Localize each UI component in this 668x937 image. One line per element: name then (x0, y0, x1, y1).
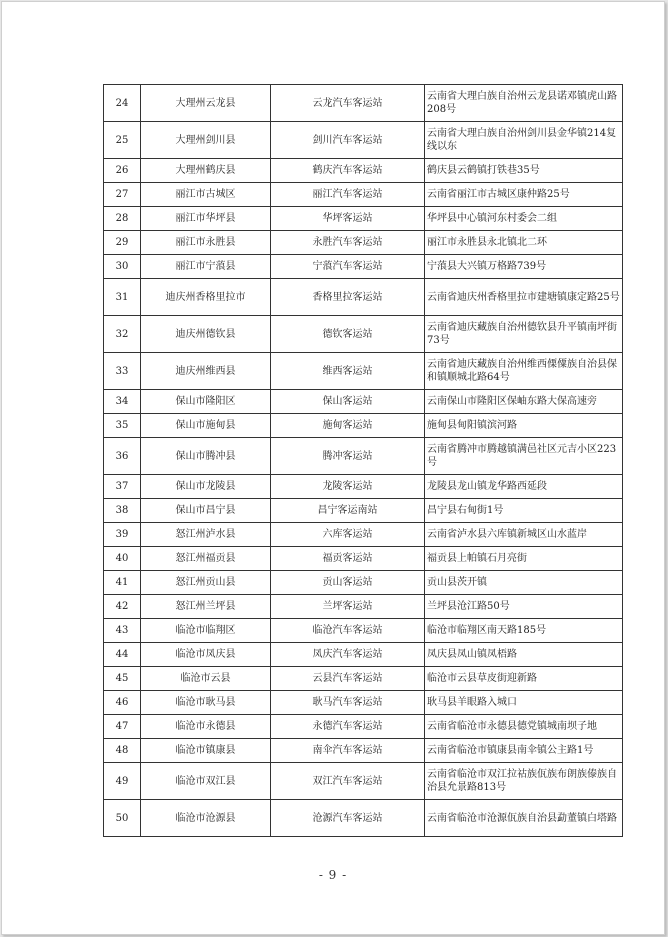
station-name-cell: 宁蒗汽车客运站 (271, 255, 425, 279)
table-row (104, 643, 623, 667)
table-row (104, 207, 623, 231)
region-cell: 临沧市云县 (141, 667, 271, 691)
table-row (104, 414, 623, 438)
station-name-cell: 昌宁客运南站 (271, 499, 425, 523)
row-number: 37 (104, 475, 141, 499)
row-number: 41 (104, 571, 141, 595)
address-cell: 云南省泸水县六库镇新城区山水蓝岸 (425, 523, 623, 547)
address-cell: 云南省大理白族自治州云龙县诺邓镇虎山路208号 (425, 85, 623, 122)
address-cell: 云南省迪庆藏族自治州维西傈僳族自治县保和镇顺城北路64号 (425, 353, 623, 390)
address-cell: 鹤庆县云鹤镇打铁巷35号 (425, 159, 623, 183)
region-cell: 怒江州贡山县 (141, 571, 271, 595)
row-number: 30 (104, 255, 141, 279)
table-row (104, 691, 623, 715)
region-cell: 大理州鹤庆县 (141, 159, 271, 183)
row-number: 47 (104, 715, 141, 739)
station-name-cell: 维西客运站 (271, 353, 425, 390)
address-cell: 临沧市云县草皮街迎新路 (425, 667, 623, 691)
row-number: 39 (104, 523, 141, 547)
row-number: 50 (104, 800, 141, 837)
table-row (104, 475, 623, 499)
region-cell: 大理州剑川县 (141, 122, 271, 159)
table-row (104, 763, 623, 800)
table-row (104, 800, 623, 837)
address-cell: 云南保山市隆阳区保岫东路大保高速旁 (425, 390, 623, 414)
table-row (104, 183, 623, 207)
region-cell: 丽江市古城区 (141, 183, 271, 207)
table-row (104, 715, 623, 739)
row-number: 45 (104, 667, 141, 691)
region-cell: 临沧市永德县 (141, 715, 271, 739)
table-row (104, 523, 623, 547)
station-name-cell: 龙陵客运站 (271, 475, 425, 499)
row-number: 31 (104, 279, 141, 316)
station-name-cell: 永德汽车客运站 (271, 715, 425, 739)
station-name-cell: 云县汽车客运站 (271, 667, 425, 691)
table-row (104, 85, 623, 122)
region-cell: 丽江市永胜县 (141, 231, 271, 255)
row-number: 36 (104, 438, 141, 475)
address-cell: 昌宁县右甸街1号 (425, 499, 623, 523)
station-name-cell: 贡山客运站 (271, 571, 425, 595)
address-cell: 凤庆县凤山镇凤梧路 (425, 643, 623, 667)
region-cell: 保山市昌宁县 (141, 499, 271, 523)
region-cell: 临沧市镇康县 (141, 739, 271, 763)
address-cell: 贡山县茨开镇 (425, 571, 623, 595)
address-cell: 云南省临沧市沧源佤族自治县勐董镇白塔路 (425, 800, 623, 837)
address-cell: 耿马县羊眼路入城口 (425, 691, 623, 715)
region-cell: 迪庆州香格里拉市 (141, 279, 271, 316)
page-number: - 9 - (318, 868, 348, 882)
table-row (104, 438, 623, 475)
station-name-cell: 临沧汽车客运站 (271, 619, 425, 643)
region-cell: 怒江州福贡县 (141, 547, 271, 571)
station-name-cell: 丽江汽车客运站 (271, 183, 425, 207)
row-number: 24 (104, 85, 141, 122)
row-number: 32 (104, 316, 141, 353)
row-number: 42 (104, 595, 141, 619)
station-name-cell: 云龙汽车客运站 (271, 85, 425, 122)
table-row (104, 667, 623, 691)
station-name-cell: 福贡客运站 (271, 547, 425, 571)
station-name-cell: 德钦客运站 (271, 316, 425, 353)
address-cell: 施甸县甸阳镇滨河路 (425, 414, 623, 438)
document-page (1, 1, 665, 935)
station-name-cell: 兰坪客运站 (271, 595, 425, 619)
address-cell: 云南省迪庆藏族自治州德钦县升平镇南坪街73号 (425, 316, 623, 353)
table-row (104, 739, 623, 763)
station-name-cell: 六库客运站 (271, 523, 425, 547)
address-cell: 云南省大理白族自治州剑川县金华镇214复线以东 (425, 122, 623, 159)
region-cell: 临沧市临翔区 (141, 619, 271, 643)
station-name-cell: 沧源汽车客运站 (271, 800, 425, 837)
station-name-cell: 香格里拉客运站 (271, 279, 425, 316)
table-row (104, 619, 623, 643)
region-cell: 保山市腾冲县 (141, 438, 271, 475)
region-cell: 迪庆州德钦县 (141, 316, 271, 353)
region-cell: 保山市施甸县 (141, 414, 271, 438)
row-number: 27 (104, 183, 141, 207)
station-name-cell: 鹤庆汽车客运站 (271, 159, 425, 183)
row-number: 35 (104, 414, 141, 438)
address-cell: 临沧市临翔区南天路185号 (425, 619, 623, 643)
region-cell: 大理州云龙县 (141, 85, 271, 122)
station-name-cell: 凤庆汽车客运站 (271, 643, 425, 667)
address-cell: 云南省临沧市双江拉祜族佤族布朗族傣族自治县允景路813号 (425, 763, 623, 800)
address-cell: 龙陵县龙山镇龙华路西延段 (425, 475, 623, 499)
table-row (104, 255, 623, 279)
address-cell: 云南省临沧市镇康县南伞镇公主路1号 (425, 739, 623, 763)
region-cell: 丽江市宁蒗县 (141, 255, 271, 279)
address-cell: 云南省腾冲市腾越镇满邑社区元吉小区223号 (425, 438, 623, 475)
region-cell: 临沧市双江县 (141, 763, 271, 800)
row-number: 43 (104, 619, 141, 643)
row-number: 29 (104, 231, 141, 255)
station-name-cell: 施甸客运站 (271, 414, 425, 438)
table-body (104, 85, 623, 837)
address-cell: 云南省迪庆州香格里拉市建塘镇康定路25号 (425, 279, 623, 316)
address-cell: 丽江市永胜县永北镇北二环 (425, 231, 623, 255)
table-row (104, 122, 623, 159)
row-number: 34 (104, 390, 141, 414)
table-row (104, 547, 623, 571)
row-number: 40 (104, 547, 141, 571)
station-name-cell: 双江汽车客运站 (271, 763, 425, 800)
station-name-cell: 剑川汽车客运站 (271, 122, 425, 159)
station-name-cell: 永胜汽车客运站 (271, 231, 425, 255)
table-row (104, 353, 623, 390)
region-cell: 丽江市华坪县 (141, 207, 271, 231)
table-row (104, 595, 623, 619)
address-cell: 福贡县上帕镇石月亮街 (425, 547, 623, 571)
row-number: 48 (104, 739, 141, 763)
region-cell: 怒江州泸水县 (141, 523, 271, 547)
region-cell: 临沧市耿马县 (141, 691, 271, 715)
address-cell: 云南省丽江市古城区康仲路25号 (425, 183, 623, 207)
region-cell: 保山市龙陵县 (141, 475, 271, 499)
region-cell: 怒江州兰坪县 (141, 595, 271, 619)
address-cell: 华坪县中心镇河东村委会二组 (425, 207, 623, 231)
bus-station-table (103, 84, 623, 837)
row-number: 44 (104, 643, 141, 667)
table-row (104, 499, 623, 523)
row-number: 25 (104, 122, 141, 159)
address-cell: 云南省临沧市永德县德党镇城南坝子地 (425, 715, 623, 739)
region-cell: 临沧市沧源县 (141, 800, 271, 837)
region-cell: 保山市隆阳区 (141, 390, 271, 414)
row-number: 26 (104, 159, 141, 183)
region-cell: 迪庆州维西县 (141, 353, 271, 390)
row-number: 38 (104, 499, 141, 523)
table-row (104, 390, 623, 414)
station-name-cell: 保山客运站 (271, 390, 425, 414)
table-row (104, 316, 623, 353)
region-cell: 临沧市凤庆县 (141, 643, 271, 667)
address-cell: 宁蒗县大兴镇万格路739号 (425, 255, 623, 279)
station-name-cell: 南伞汽车客运站 (271, 739, 425, 763)
table-row (104, 159, 623, 183)
row-number: 28 (104, 207, 141, 231)
address-cell: 兰坪县沧江路50号 (425, 595, 623, 619)
row-number: 46 (104, 691, 141, 715)
table-row (104, 231, 623, 255)
table-row (104, 279, 623, 316)
table-row (104, 571, 623, 595)
station-name-cell: 耿马汽车客运站 (271, 691, 425, 715)
row-number: 33 (104, 353, 141, 390)
station-name-cell: 华坪客运站 (271, 207, 425, 231)
row-number: 49 (104, 763, 141, 800)
station-name-cell: 腾冲客运站 (271, 438, 425, 475)
